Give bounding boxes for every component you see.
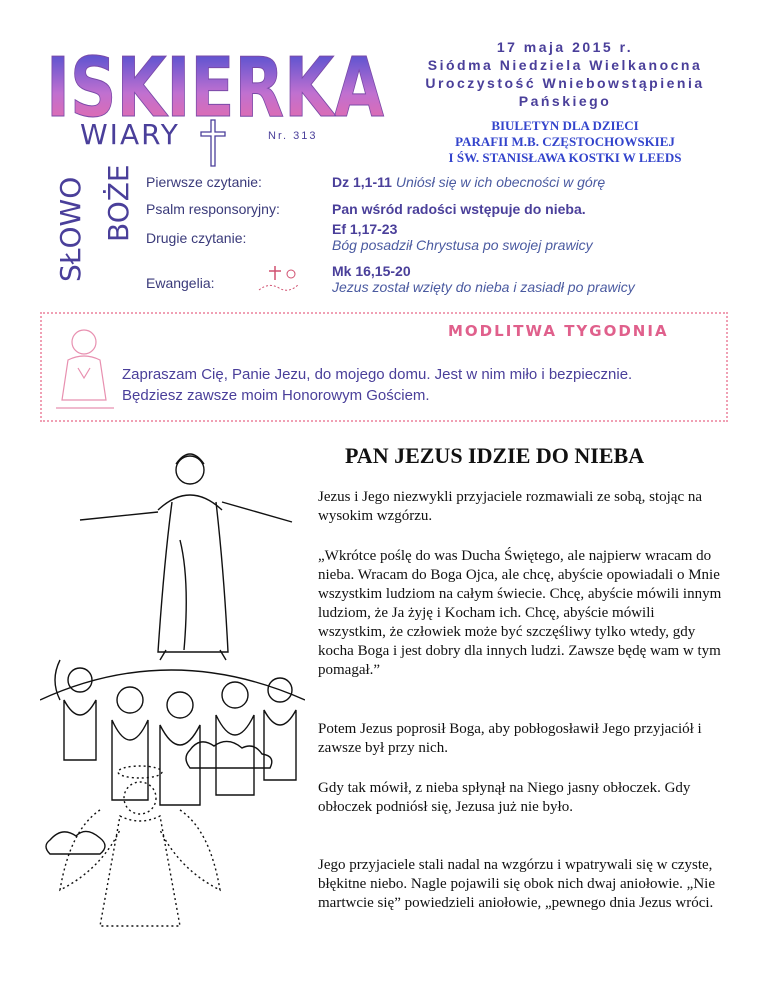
reading-value [332, 174, 605, 190]
story-paragraph: Jezus i Jego niezwykli przyjaciele rozmawiali ze sobą, stojąc na wysokim wzgórzu. [318, 489, 703, 524]
story-paragraph: Gdy tak mówił, z nieba spłynął na Niego jasny obłoczek. Gdy obłoczek podniósł się, Jezusa już nie było. [318, 780, 691, 815]
bulletin-line-3: I ŚW. STANISŁAWA KOSTKI W LEEDS [448, 150, 682, 165]
reading-ref: Pan wśród radości wstępuje do nieba. [332, 201, 586, 217]
gospel-decoration-icon [255, 262, 303, 296]
slowo-boze-vertical [28, 150, 138, 290]
prayer-text: Zapraszam Cię, Panie Jezu, do mojego domu. Jest w nim miło i bezpiecznie. Będziesz zawsze moim Honorowym Gościem. [122, 366, 633, 404]
reading-text: Uniósł się w ich obecności w górę [395, 174, 606, 190]
reading-label: Psalm responsoryjny: [146, 201, 280, 217]
prayer-title: MODLITWA TYGODNIA [448, 322, 669, 340]
side-word-2: BOŻE [102, 164, 135, 242]
side-word-1: SŁOWO [54, 176, 87, 282]
story-title: PAN JEZUS IDZIE DO NIEBA [345, 443, 645, 468]
sunday-line: Siódma Niedziela Wielkanocna [427, 57, 703, 73]
date-line: 17 maja 2015 r. [496, 39, 634, 55]
feast-line-2: Pańskiego [518, 93, 612, 109]
reading-value [332, 263, 635, 295]
ascension-illustration [40, 450, 305, 930]
reading-text: Bóg posadził Chrystusa po swojej prawicy [332, 237, 593, 253]
feast-line-1: Uroczystość Wniebowstąpienia [425, 75, 705, 91]
reading-label: Ewangelia: [146, 275, 215, 291]
story-paragraph: „Wkrótce poślę do was Ducha Świętego, ale najpierw wracam do nieba. Wracam do Boga Ojca, ale chcę, abyście opowiadali o Mnie wszystkim ludziom na całym świecie. Chcę, abyście mówili innym ludziom, że Ja żyję i Kocham ich. Chcę, abyście mówili wszystkim, że człowiek może być szczęśliwy tylko wtedy, gdy kocha Boga i jest dobry dla innych ludzi. Zawsze będę wam w tym pomagał.” [318, 548, 722, 678]
logo-subtitle: WIARY [80, 118, 180, 151]
bulletin-line-1: BIULETYN DLA DZIECI [491, 118, 639, 133]
date-header [395, 38, 735, 166]
logo-text: ISKIERKA [46, 41, 385, 136]
reading-ref: Mk 16,15-20 [332, 263, 411, 279]
story-paragraph: Potem Jezus poprosił Boga, aby pobłogosławił Jego przyjaciół i zawsze był przy nich. [318, 721, 702, 756]
issue-number: Nr. 313 [268, 130, 318, 142]
reading-text: Jezus został wzięty do nieba i zasiadł po prawicy [332, 279, 635, 295]
story-paragraph: Jego przyjaciele stali nadal na wzgórzu i wpatrywali się w czyste, błękitne niebo. Nagle pojawili się obok nich dwaj aniołowie. „Nie martwcie się” powiedzieli aniołowie, „pewnego dnia Jezus wróci. [318, 857, 715, 911]
praying-child-icon [50, 320, 120, 416]
reading-ref: Ef 1,17-23 [332, 221, 398, 237]
bulletin-line-2: PARAFII M.B. CZĘSTOCHOWSKIEJ [455, 134, 675, 149]
reading-value [332, 201, 586, 217]
reading-value [332, 221, 593, 253]
cross-icon [198, 118, 228, 168]
reading-ref: Dz 1,1-11 [332, 174, 392, 190]
reading-label: Pierwsze czytanie: [146, 174, 262, 190]
reading-label: Drugie czytanie: [146, 230, 247, 246]
